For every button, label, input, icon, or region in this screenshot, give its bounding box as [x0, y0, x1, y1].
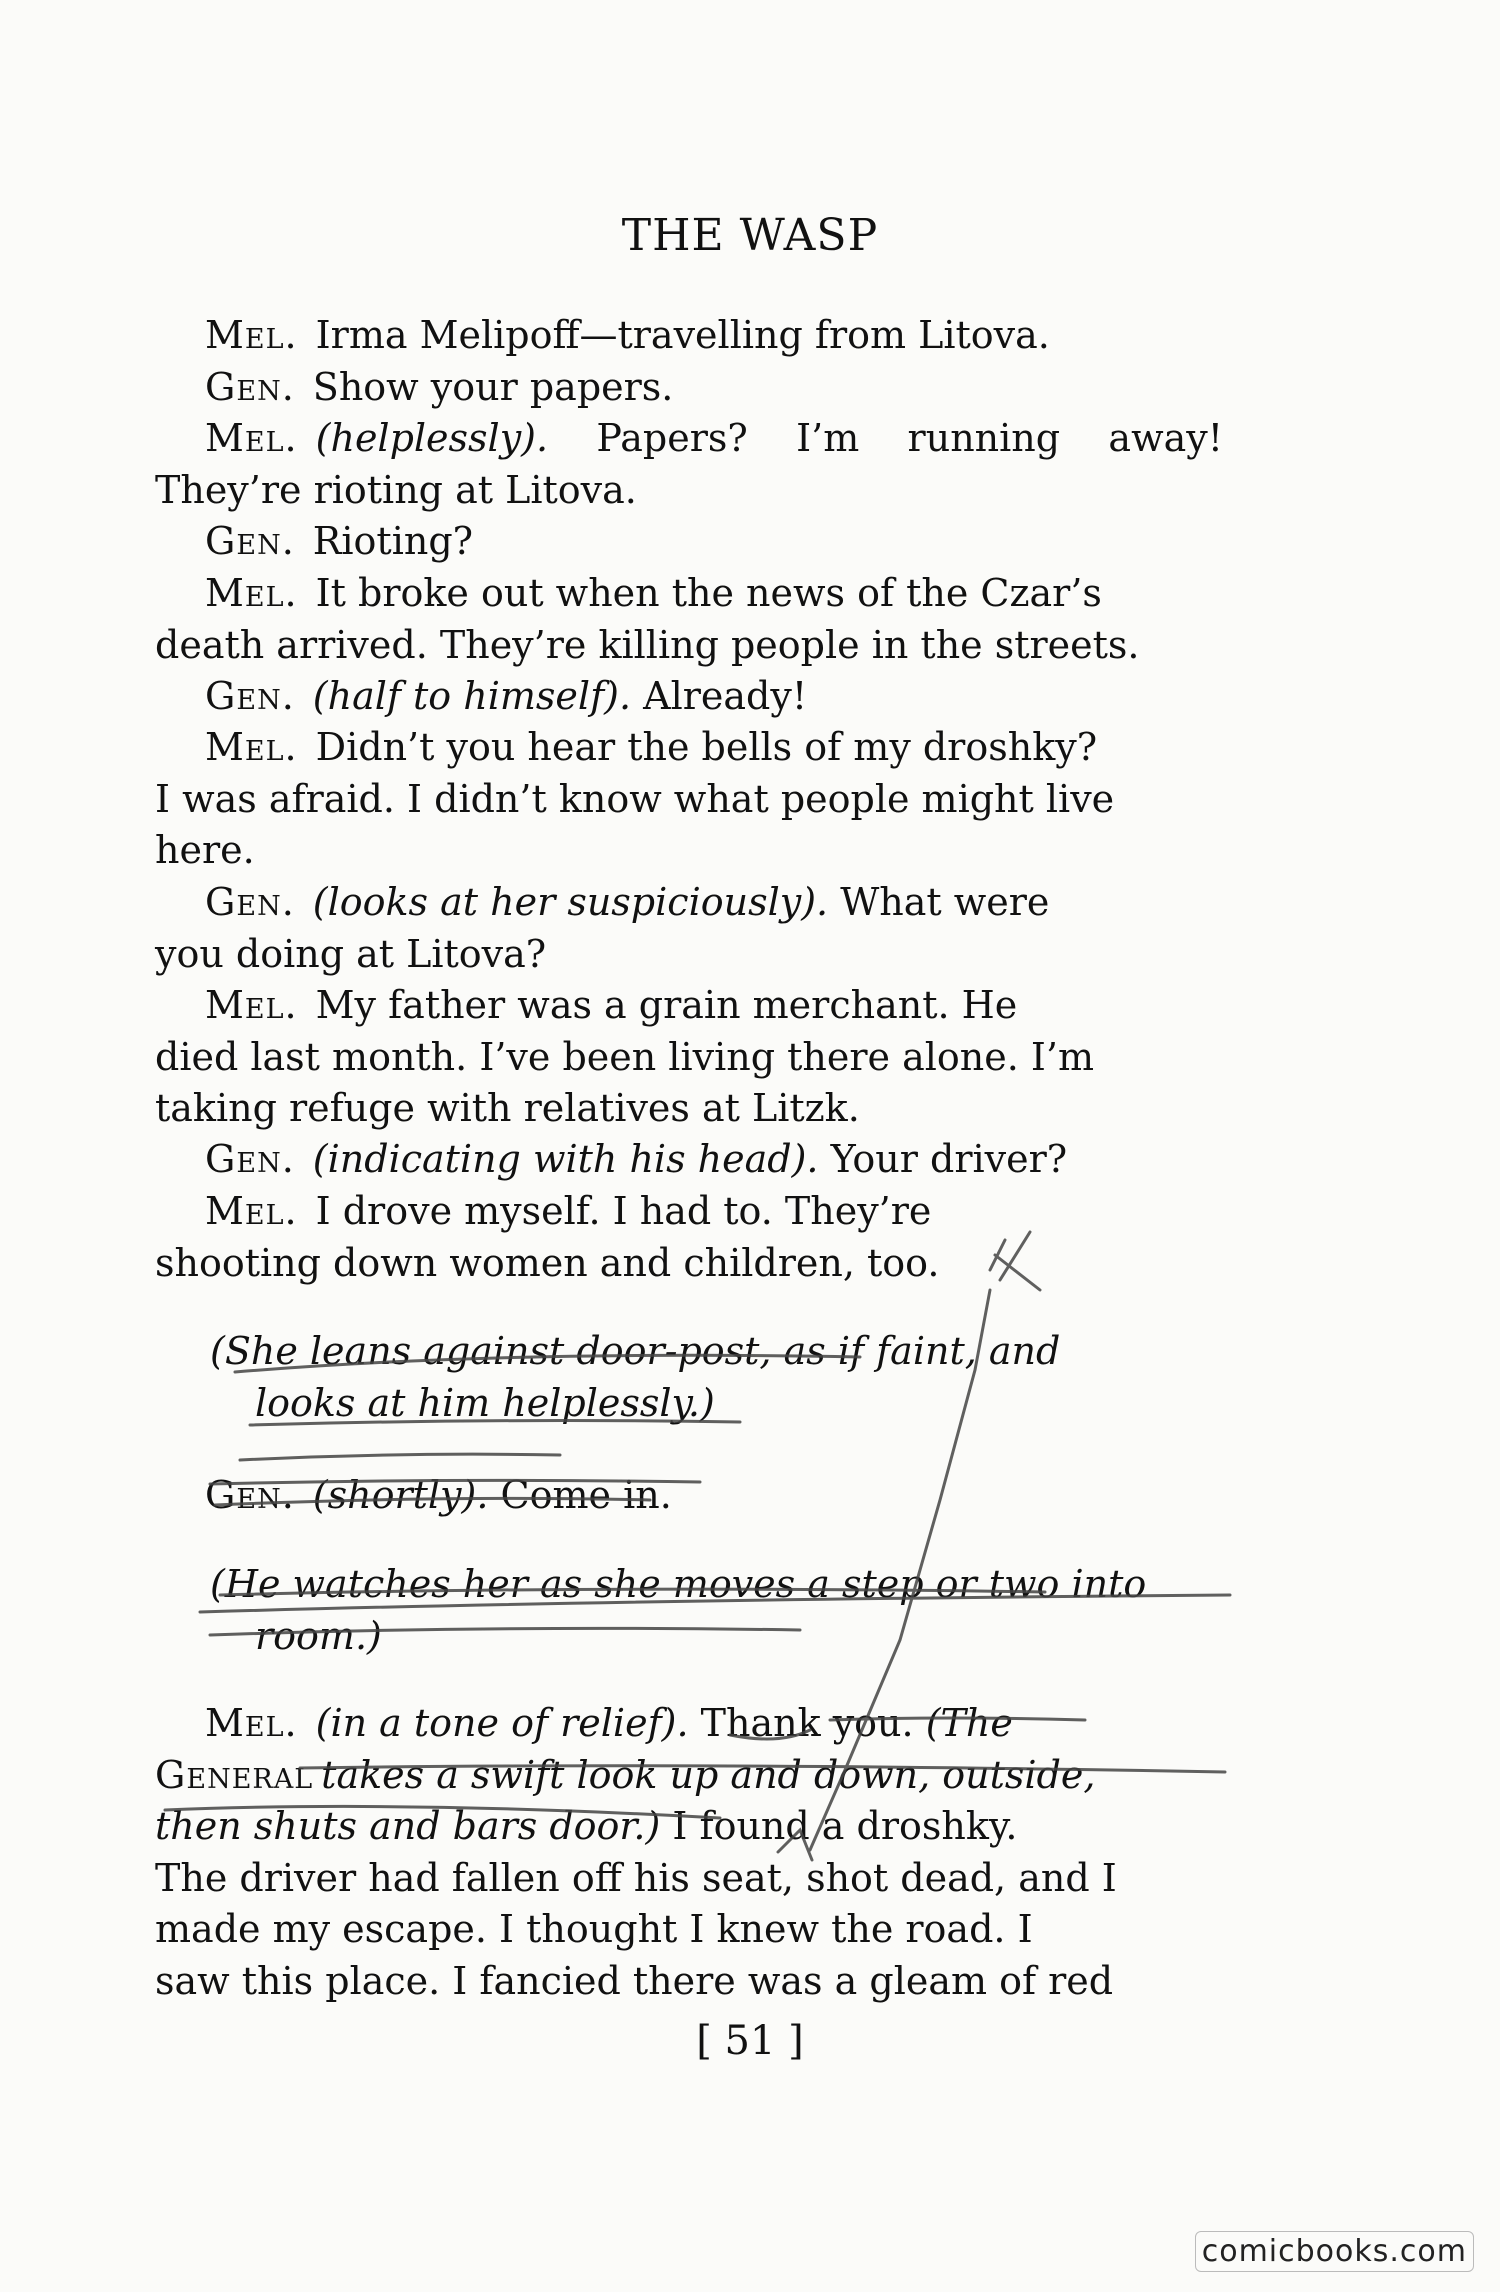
stage-direction: (indicating with his head).: [312, 1137, 819, 1181]
stage-direction: (helplessly).: [315, 416, 549, 460]
running-head: THE WASP: [621, 210, 879, 261]
dialogue-line: Gen. (looks at her suspiciously). What were you doing at Litova?: [155, 880, 1050, 976]
dialogue-line: Mel. (in a tone of relief). Thank you. (The General takes a swift look up and down, outside, then shuts and bars door.) I found a droshky. The driver had fallen off his seat, shot dead, and I made my escape. I thought I knew the road. I saw this place. I fancied there was a gleam of red: [155, 1701, 1117, 2003]
dialogue-line: Gen. Show your papers.: [205, 365, 674, 409]
dialogue-line: Mel. Irma Melipoff—travelling from Litova.: [205, 313, 1050, 357]
dialogue-line: Gen. Rioting?: [205, 519, 474, 563]
watermark: comicbooks.com: [1195, 2231, 1474, 2272]
dialogue-line: Gen. (indicating with his head). Your driver?: [205, 1137, 1068, 1181]
dialogue-line: Mel. Didn’t you hear the bells of my droshky? I was afraid. I didn’t know what people might live here.: [155, 725, 1115, 872]
dialogue-line: Mel. (helplessly). Papers? I’m running away! They’re rioting at Litova.: [155, 416, 1223, 512]
speaker-mel: Mel.: [205, 313, 298, 357]
dialogue-line: Mel. My father was a grain merchant. He died last month. I’ve been living there alone. I’m taking refuge with relatives at Litzk.: [155, 983, 1094, 1130]
stage-direction: (shortly).: [312, 1473, 489, 1517]
dialogue-line: Mel. It broke out when the news of the Czar’s death arrived. They’re killing people in the streets.: [155, 571, 1140, 667]
dialogue-line: Gen. (half to himself). Already!: [205, 674, 808, 718]
dialogue-line: Gen. (shortly). Come in.: [205, 1473, 672, 1517]
stage-direction: (in a tone of relief).: [315, 1701, 689, 1745]
stage-direction: (half to himself).: [312, 674, 632, 718]
stage-direction: (looks at her suspiciously).: [312, 880, 829, 924]
speaker-gen: Gen.: [205, 365, 295, 409]
strike-line: [240, 1454, 560, 1460]
stage-direction-block: (He watches her as she moves a step or two into room.): [210, 1562, 1147, 1658]
dialogue-line: Mel. I drove myself. I had to. They’re shooting down women and children, too.: [155, 1189, 940, 1285]
page-number: [ 51 ]: [696, 2018, 804, 2064]
stage-direction-block: (She leans against door-post, as if faint, and looks at him helplessly.): [210, 1329, 1061, 1425]
